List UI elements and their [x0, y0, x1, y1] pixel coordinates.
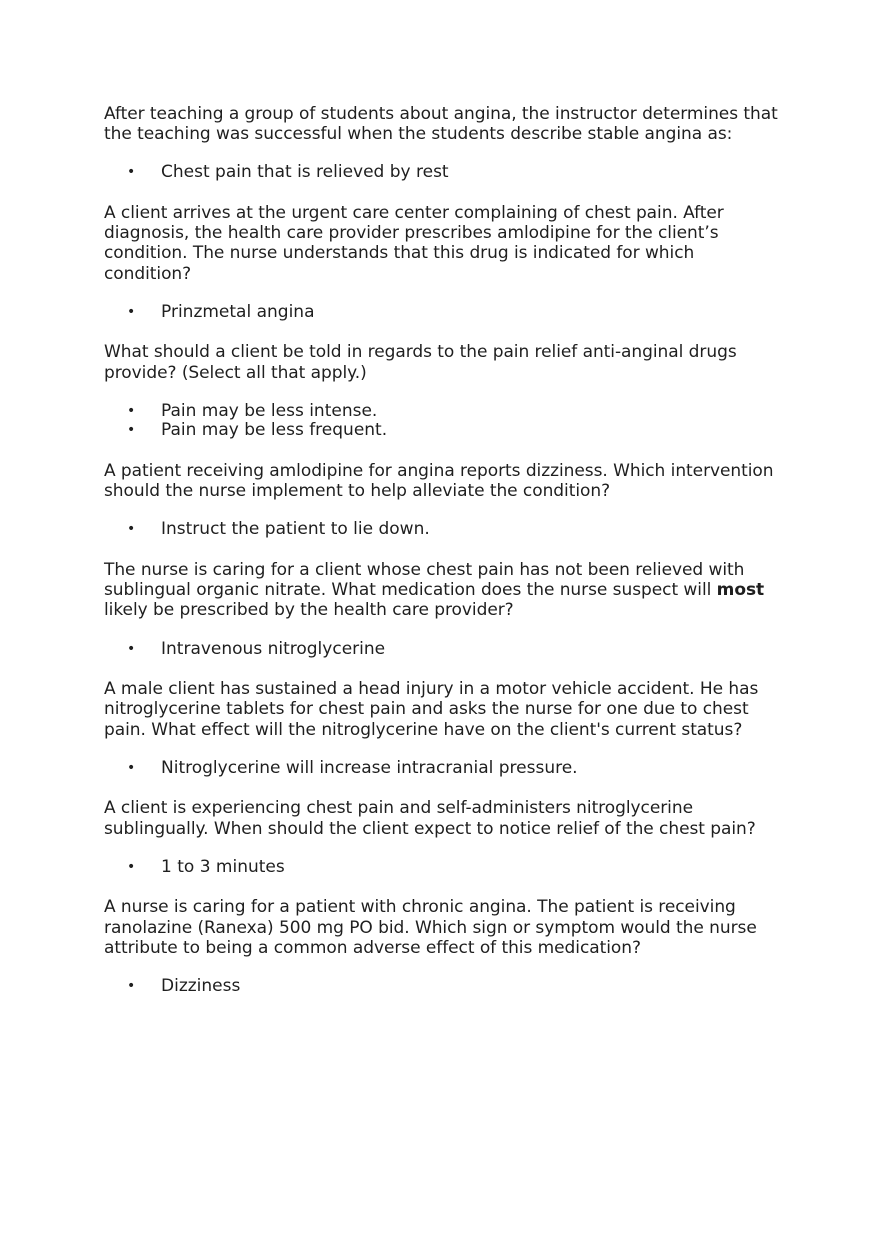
- answer-item: [104, 421, 784, 441]
- answer-item: [104, 520, 784, 540]
- answer-text: Dizziness: [161, 976, 241, 997]
- answer-text: Pain may be less frequent.: [161, 420, 388, 441]
- bullet-icon: •: [127, 303, 136, 320]
- answer-list-7: [104, 858, 784, 878]
- question-text-after: likely be prescribed by the health care provider?: [104, 600, 514, 621]
- question-4: A patient receiving amlodipine for angina reports dizziness. Which intervention should the nurse implement to help alleviate the condition?: [104, 461, 774, 502]
- answer-item: [104, 640, 784, 660]
- answer-text: Chest pain that is relieved by rest: [161, 162, 449, 183]
- answer-list-4: [104, 520, 784, 540]
- answer-list-8: [104, 977, 784, 997]
- answer-list-5: [104, 640, 784, 660]
- question-5: [104, 560, 784, 621]
- question-text-before: The nurse is caring for a client whose chest pain has not been relieved with sublingual organic nitrate. What medication does the nurse suspect will: [104, 560, 745, 601]
- question-8: A nurse is caring for a patient with chronic angina. The patient is receiving ranolazine (Ranexa) 500 mg PO bid. Which sign or symptom would the nurse attribute to being a common adverse effect of this medication?: [104, 897, 757, 958]
- bullet-icon: •: [127, 521, 136, 538]
- answer-item: [104, 977, 784, 997]
- question-emphasis: most: [716, 580, 765, 601]
- answer-item: [104, 402, 784, 422]
- question-3: What should a client be told in regards to the pain relief anti-anginal drugs provide? (Select all that apply.): [104, 342, 737, 383]
- answer-text: Intravenous nitroglycerine: [161, 638, 386, 659]
- question-7: A client is experiencing chest pain and self-administers nitroglycerine sublingually. When should the client expect to notice relief of the chest pain?: [104, 798, 756, 839]
- bullet-icon: •: [127, 422, 136, 439]
- bullet-icon: •: [127, 164, 136, 181]
- document-page: [104, 104, 784, 1017]
- question-1: After teaching a group of students about angina, the instructor determines that the teaching was successful when the students describe stable angina as:: [104, 104, 778, 145]
- question-6: A male client has sustained a head injury in a motor vehicle accident. He has nitroglycerine tablets for chest pain and asks the nurse for one due to chest pain. What effect will the nitroglycerine have on the client's current status?: [104, 679, 759, 740]
- answer-text: Nitroglycerine will increase intracranial pressure.: [161, 757, 578, 778]
- answer-list-2: [104, 303, 784, 323]
- answer-text: 1 to 3 minutes: [161, 856, 285, 877]
- answer-list-3: [104, 402, 784, 441]
- answer-list-1: [104, 163, 784, 183]
- bullet-icon: •: [127, 978, 136, 995]
- answer-text: Prinzmetal angina: [161, 301, 315, 322]
- answer-item: [104, 858, 784, 878]
- bullet-icon: •: [127, 858, 136, 875]
- answer-list-6: [104, 759, 784, 779]
- answer-item: [104, 303, 784, 323]
- answer-item: [104, 163, 784, 183]
- bullet-icon: •: [127, 402, 136, 419]
- question-2: A client arrives at the urgent care center complaining of chest pain. After diagnosis, the health care provider prescribes amlodipine for the client’s condition. The nurse understands that this drug is indicated for which condition?: [104, 203, 724, 284]
- answer-item: [104, 759, 784, 779]
- answer-text: Instruct the patient to lie down.: [161, 519, 430, 540]
- answer-text: Pain may be less intense.: [161, 400, 378, 421]
- bullet-icon: •: [127, 759, 136, 776]
- bullet-icon: •: [127, 640, 136, 657]
